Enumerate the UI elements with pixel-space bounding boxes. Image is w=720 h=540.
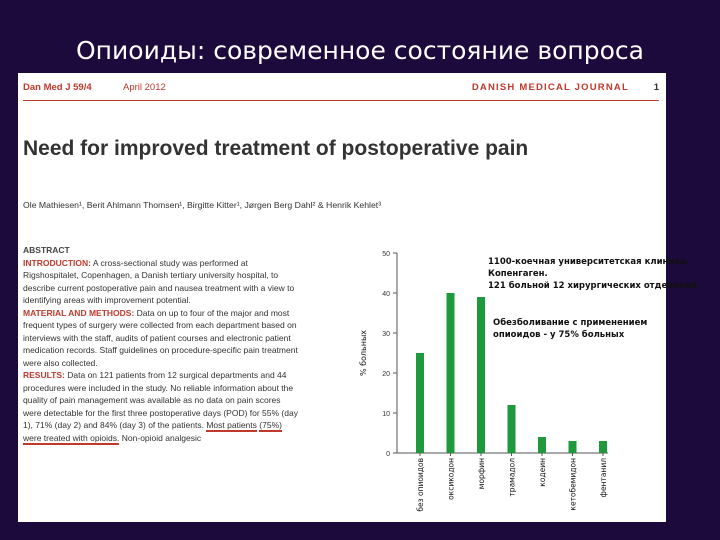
header-rule <box>23 100 659 101</box>
x-tick-label: морфин <box>477 458 486 490</box>
results-highlight-2: (75%) were treated with opioids. <box>23 420 282 443</box>
y-tick-label: 40 <box>382 291 390 298</box>
x-tick-label: трамадол <box>507 458 517 497</box>
methods-label: MATERIAL AND METHODS: <box>23 307 135 318</box>
y-tick-label: 50 <box>382 251 390 258</box>
note-line: опиоидов - у 75% больных <box>493 330 625 340</box>
bar <box>538 437 546 453</box>
y-tick-label: 10 <box>382 411 390 418</box>
paper-page <box>18 73 698 522</box>
y-tick-label: 30 <box>382 331 390 338</box>
x-tick-label: кетобемидон <box>568 458 578 511</box>
results-highlight-1: Most patients <box>206 420 257 430</box>
bar <box>599 441 607 453</box>
results-label: RESULTS: <box>23 370 65 380</box>
note-line: Обезболивание с применением <box>493 318 648 328</box>
x-tick-label: оксикодон <box>446 458 456 500</box>
note-line: 121 больной 12 хирургических отделений <box>488 281 698 291</box>
results-text: Data on 121 patients from 12 surgical departments and 44 procedures were included in the study. No reliable information about the quality of pain management was available as no data on pain scores were detectable for the first three postoperative days (POD) for 55% (day 1), 71% (day 2) and 84% (day 3) of the patients. <box>23 370 298 430</box>
journal-header <box>23 82 659 96</box>
note-line: 1100-коечная университетская клиника, <box>488 257 690 267</box>
publication-date: April 2012 <box>123 82 166 93</box>
x-tick-label: без опиоидов <box>416 458 425 512</box>
intro-text: A cross-sectional study was performed at Rigshospitalet, Copenhagen, a Danish tertiary university hospital, to describe current postoperative pain and nausea treatment with a view to identifying areas with improvement potential. <box>23 257 295 305</box>
paper-title: Need for improved treatment of postoperative pain <box>23 137 529 160</box>
x-tick-label: фентанил <box>599 458 608 498</box>
journal-reference: Dan Med J 59/4 <box>23 82 92 93</box>
bar <box>447 293 455 453</box>
paper-authors: Ole Mathiesen¹, Berit Ahlmann Thomsen¹, Birgitte Kitter¹, Jørgen Berg Dahl² & Henrik Kehlet³ <box>23 200 382 210</box>
bar <box>416 353 424 453</box>
abstract-results <box>23 369 298 444</box>
page-number: 1 <box>653 82 659 93</box>
results-tail: Non-opioid analgesic <box>121 432 202 443</box>
abstract-introduction <box>23 257 298 307</box>
slide-title: Опиоиды: современное состояние вопроса <box>76 36 644 65</box>
x-tick-label: кодеин <box>538 458 547 487</box>
bar <box>508 405 516 453</box>
intro-label: INTRODUCTION: <box>23 257 91 268</box>
abstract <box>23 244 298 444</box>
y-tick-label: 20 <box>382 371 390 378</box>
study-description-note <box>488 256 698 292</box>
y-tick-label: 0 <box>386 451 390 458</box>
y-axis-label: % больных <box>359 329 368 377</box>
bar <box>477 297 485 453</box>
journal-name: DANISH MEDICAL JOURNAL <box>471 82 629 93</box>
finding-note <box>493 317 673 341</box>
methods-text: Data on up to four of the major and most frequent types of surgery were collected from each department based on interviews with the staff, audits of patient courses and electronic patient medication records. Staff guidelines on procedure-specific pain treatment were also collected. <box>23 307 298 368</box>
note-line: Копенгаген. <box>488 269 548 279</box>
bar <box>569 441 577 453</box>
abstract-heading: ABSTRACT <box>23 245 70 255</box>
abstract-methods <box>23 307 298 370</box>
